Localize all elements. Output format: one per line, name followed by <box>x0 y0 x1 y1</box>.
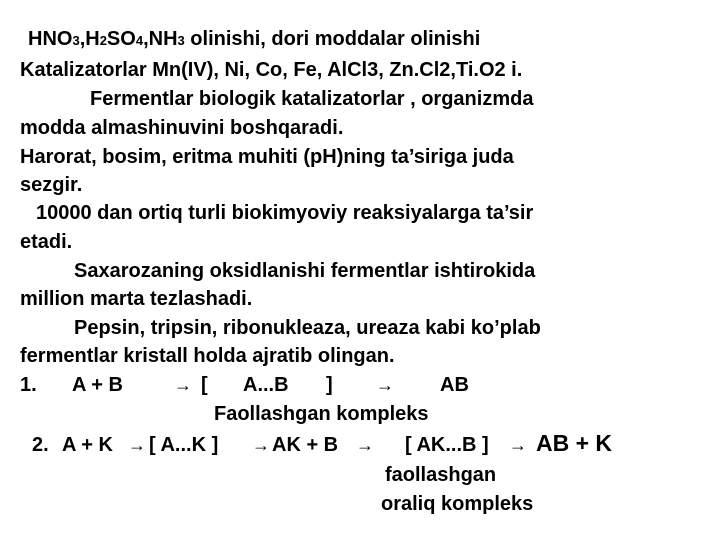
catalysts-line: Katalizatorlar Mn(IV), Ni, Co, Fe, AlCl3, Zn.Cl2,Ti.O2 i. <box>20 59 523 81</box>
equation-2-caption-line-1: faollashgan <box>385 464 497 486</box>
formula-h2so4: ,H2SO4 <box>79 28 144 50</box>
arrow-icon: → <box>252 435 270 455</box>
equation-1-complex: A...B <box>243 374 289 396</box>
enzymes-list-line: Pepsin, tripsin, ribonukleaza, ureaza kabi ko’plab <box>74 317 541 339</box>
equation-2-complex-1: [ A...K ] <box>149 434 219 456</box>
equation-2-product: AB + K <box>536 430 613 456</box>
reactions-line: 10000 dan ortiq turli biokimyoviy reaksiyalarga ta’sir <box>36 202 534 224</box>
equation-2-reactants: A + K <box>62 434 113 456</box>
formula-nh3: ,NH3 <box>143 28 185 50</box>
enzymes-list-line-cont: fermentlar kristall holda ajratib olingan. <box>20 345 395 367</box>
arrow-icon: → <box>509 435 527 455</box>
sucrose-line: Saxarozaning oksidlanishi fermentlar ishtirokida <box>74 260 536 282</box>
sensitivity-line-cont: sezgir. <box>20 174 83 196</box>
equation-1-bracket-open: [ <box>201 374 208 396</box>
arrow-icon: → <box>356 435 374 455</box>
equation-2-caption-line-2: oraliq kompleks <box>381 493 534 515</box>
arrow-icon: → <box>376 375 394 395</box>
arrow-icon: → <box>174 375 192 395</box>
formula-hno3: HNO3 <box>28 28 80 50</box>
arrow-icon: → <box>128 435 146 455</box>
equation-1-number: 1. <box>20 374 37 396</box>
reactions-line-cont: etadi. <box>20 231 73 253</box>
equation-2-intermediate: AK + B <box>272 434 339 456</box>
equation-1-product: AB <box>440 374 469 396</box>
sucrose-line-cont: million marta tezlashadi. <box>20 288 253 310</box>
line-1-tail: olinishi, dori moddalar olinishi <box>184 28 481 50</box>
sensitivity-line: Harorat, bosim, eritma muhiti (pH)ning ta’siriga juda <box>20 146 514 168</box>
equation-2-number: 2. <box>32 434 49 456</box>
equation-2-complex-2: [ AK...B ] <box>405 434 489 456</box>
equation-1-bracket-close: ] <box>326 374 333 396</box>
line-1 <box>28 27 480 53</box>
metabolism-line: modda almashinuvini boshqaradi. <box>20 117 344 139</box>
equation-1-reactants: A + B <box>72 374 123 396</box>
equation-1-caption: Faollashgan kompleks <box>214 403 429 425</box>
enzymes-line: Fermentlar biologik katalizatorlar , organizmda <box>90 88 534 110</box>
